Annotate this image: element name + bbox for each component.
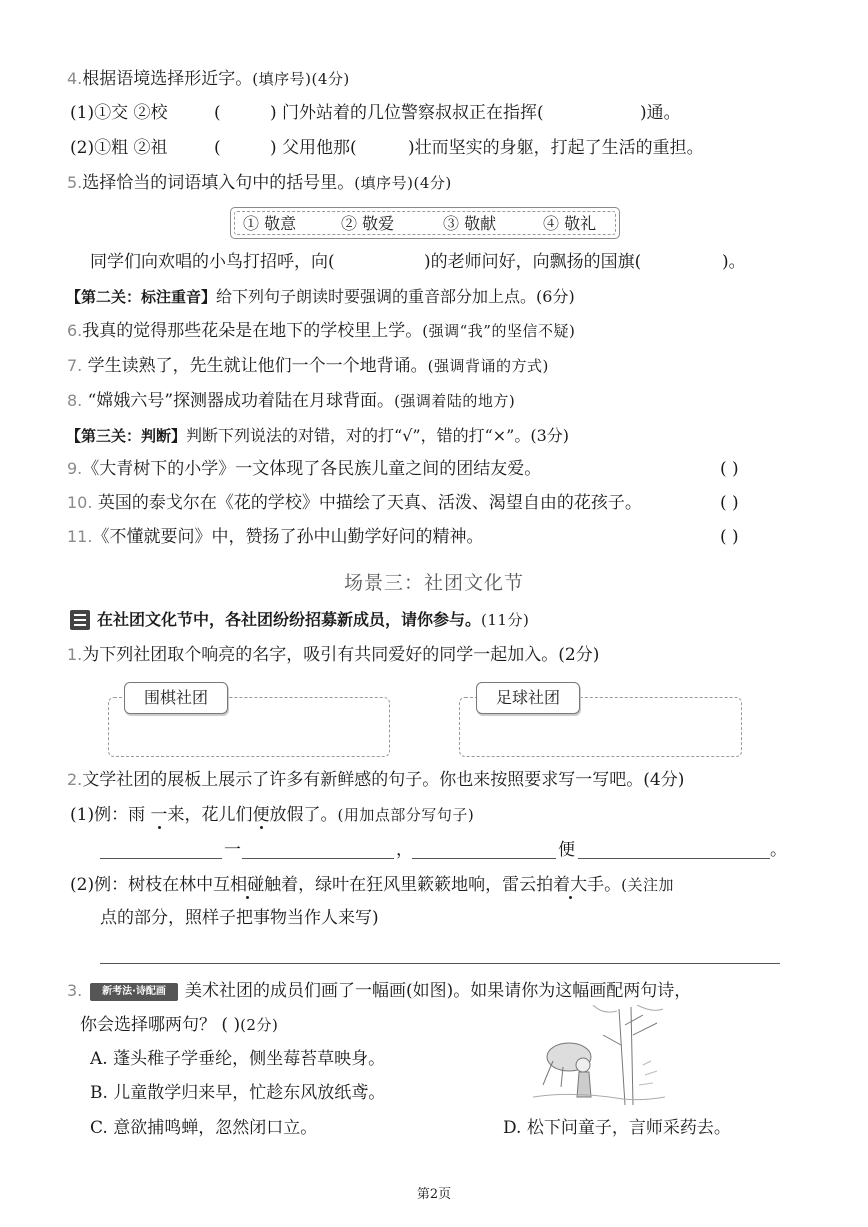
q4-row1-text2: )通。 bbox=[640, 103, 681, 123]
q8: 8. “嫦娥六号”探测器成功着陆在月球背面。(强调着陆的地方) bbox=[67, 391, 516, 411]
p3-text1: 美术社团的成员们画了一幅画(如图)。如果请你为这幅画配两句诗， bbox=[185, 981, 692, 1001]
word-option-4: ④ 敬礼 bbox=[543, 214, 597, 233]
word-option-2: ② 敬爱 bbox=[341, 214, 395, 233]
fill1-blank-a[interactable] bbox=[100, 858, 222, 859]
q5-sentence-a: 同学们向欢唱的小鸟打招呼，向( bbox=[90, 252, 335, 272]
fill1-blank-d[interactable] bbox=[578, 858, 770, 859]
fill2-blank[interactable] bbox=[100, 963, 780, 964]
q4-row2-text1: 父用他那( bbox=[282, 138, 357, 158]
p3-text2: 你会选择哪两句？ ( )(2分) bbox=[80, 1015, 279, 1035]
q10: 10. 英国的泰戈尔在《花的学校》中描绘了天真、活泼、渴望自由的花孩子。 bbox=[67, 493, 642, 513]
q9-judge-blank[interactable]: ( ) bbox=[720, 459, 739, 479]
club-tag-go: 围棋社团 bbox=[124, 682, 228, 714]
p2-example1: (1)例：雨 一来，花儿们便放假了。(用加点部分写句子) bbox=[70, 805, 475, 825]
club-tag-football: 足球社团 bbox=[476, 682, 580, 714]
choice-d: D. 松下问童子，言师采药去。 bbox=[503, 1118, 731, 1138]
choice-c: C. 意欲捕鸣蝉，忽然闭口立。 bbox=[90, 1118, 318, 1138]
q4-row2-label: (2)①粗 ②祖 bbox=[70, 138, 168, 158]
section2-heading: 【第二关：标注重音】给下列句子朗读时要强调的重音部分加上点。(6分) bbox=[66, 287, 575, 306]
fill1-comma: ， bbox=[396, 840, 413, 860]
p3-answer-blank[interactable]: ( ) bbox=[221, 1015, 241, 1035]
page-footer: 第2页 bbox=[416, 1187, 452, 1202]
q4-row1-label: (1)①交 ②校 bbox=[70, 103, 168, 123]
choice-a: A. 蓬头稚子学垂纶，侧坐莓苔草映身。 bbox=[90, 1049, 386, 1069]
q4-row1-text1: 门外站着的几位警察叔叔正在指挥( bbox=[282, 103, 544, 123]
q10-judge-blank[interactable]: ( ) bbox=[720, 493, 739, 513]
p1: 1.为下列社团取个响亮的名字，吸引有共同爱好的同学一起加入。(2分) bbox=[67, 645, 600, 665]
fill1-period: 。 bbox=[770, 840, 787, 860]
scene-title: 场景三：社团文化节 bbox=[343, 572, 524, 594]
q5-sentence-c[interactable]: )。 bbox=[722, 252, 746, 272]
q4-row2-text2: )壮而坚实的身躯，打起了生活的重担。 bbox=[408, 138, 704, 158]
q4-row1-open: ( bbox=[214, 103, 221, 123]
fill1-blank-b[interactable] bbox=[242, 858, 394, 859]
q6: 6.我真的觉得那些花朵是在地下的学校里上学。(强调“我”的坚信不疑) bbox=[67, 321, 576, 341]
fill1-bian: 便 bbox=[558, 840, 575, 860]
p2-example2-hint2: 点的部分，照样子把事物当作人来写) bbox=[100, 908, 379, 928]
p2: 2.文学社团的展板上展示了许多有新鲜感的句子。你也来按照要求写一写吧。(4分) bbox=[67, 770, 685, 790]
p2-example2: (2)例：树枝在林中互相碰触着，绿叶在狂风里簌簌地响，雷云拍着大手。(关注加 bbox=[70, 875, 674, 895]
word-options-box bbox=[230, 207, 620, 239]
q9: 9.《大青树下的小学》一文体现了各民族儿童之间的团结友爱。 bbox=[67, 459, 542, 479]
q4-prompt: 4.根据语境选择形近字。(填序号)(4分) bbox=[67, 69, 350, 89]
word-option-3: ③ 敬献 bbox=[443, 214, 497, 233]
section3-heading: 【第三关：判断】判断下列说法的对错，对的打“√”，错的打“×”。(3分) bbox=[66, 426, 570, 445]
fill1-yi: 一 bbox=[224, 840, 241, 860]
choice-b: B. 儿童散学归来早，忙趁东风放纸鸢。 bbox=[90, 1083, 386, 1103]
q11: 11.《不懂就要问》中，赞扬了孙中山勤学好问的精神。 bbox=[67, 527, 484, 547]
new-method-tag: 新考法·诗配画 bbox=[90, 983, 178, 1001]
q7: 7. 学生读熟了，先生就让他们一个一个地背诵。(强调背诵的方式) bbox=[67, 356, 549, 376]
q5-prompt: 5.选择恰当的词语填入句中的括号里。(填序号)(4分) bbox=[67, 173, 452, 193]
q4-row2-open: ( bbox=[214, 138, 221, 158]
part3-heading: 在社团文化节中，各社团纷纷招募新成员，请你参与。(11分) bbox=[97, 610, 530, 629]
word-option-1: ① 敬意 bbox=[243, 214, 297, 233]
q4-row2-answer-blank[interactable]: ) bbox=[270, 138, 277, 158]
painting-illustration bbox=[533, 1005, 665, 1105]
fill1-blank-c[interactable] bbox=[412, 858, 556, 859]
section-three-icon bbox=[70, 610, 90, 630]
q4-row1-answer-blank[interactable]: ) bbox=[270, 103, 277, 123]
p3-num: 3. bbox=[67, 981, 83, 1000]
q11-judge-blank[interactable]: ( ) bbox=[720, 527, 739, 547]
q5-sentence-b[interactable]: )的老师问好，向飘扬的国旗( bbox=[424, 252, 642, 272]
